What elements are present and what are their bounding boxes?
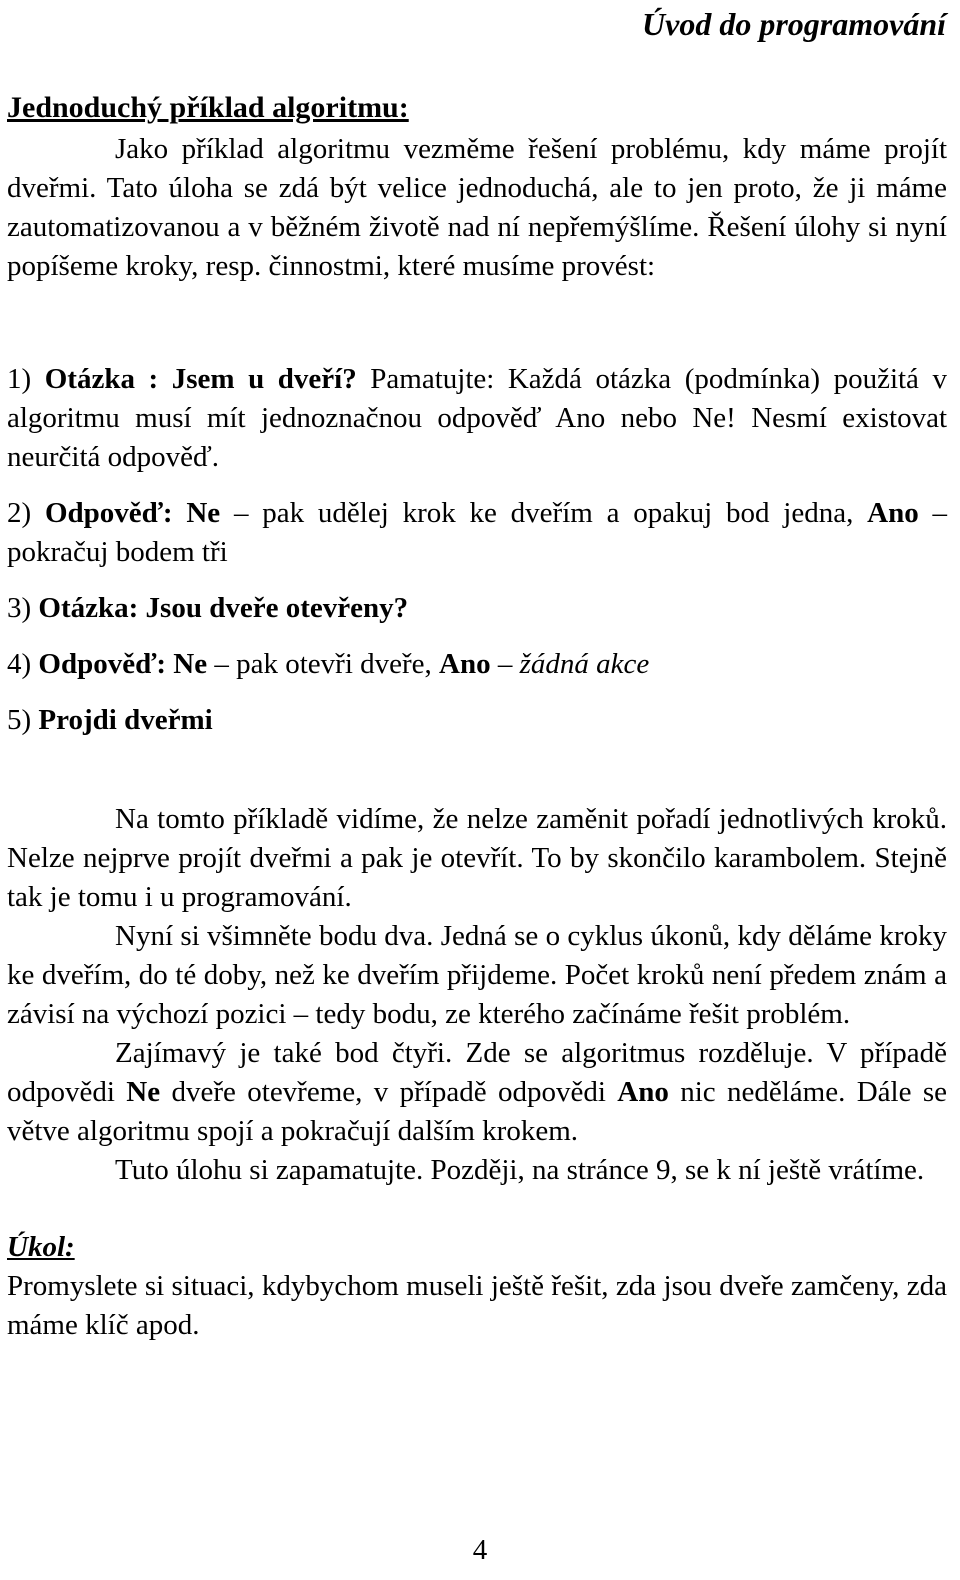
step-text: – [490,648,520,680]
step-text: – pak otevři dveře, [207,648,440,680]
step-action: Projdi dveřmi [38,704,213,736]
answer-no: Ne [126,1076,161,1108]
section-heading: Jednoduchý příklad algoritmu: [7,91,409,124]
step-number: 4) [7,648,32,680]
paragraph-order: Na tomto příkladě vidíme, že nelze zaměnit pořadí jednotlivých kroků. Nelze nejprve projít dveřmi a pak je otevřít. To by skončilo karambolem. Stejně tak je tomu i u programování. [7,803,947,913]
paragraph-branch [7,1034,947,1151]
step-number: 5) [7,704,32,736]
step-question: Otázka: Jsou dveře otevřeny? [38,592,409,624]
step-no-action: žádná akce [519,648,650,680]
text-run: dveře otevřeme, v případě odpovědi [160,1076,618,1108]
intro-paragraph: Jako příklad algoritmu vezměme řešení problému, kdy máme projít dveřmi. Tato úloha se zdá být velice jednoduchá, ale to jen proto, že ji máme zautomatizovanou a v běžném životě nad ní nepřemýšlíme. Řešení úlohy si nyní popíšeme kroky, resp. činnostmi, které musíme provést: [7,133,947,282]
step-text: – pak udělej krok ke dveřím a opakuj bod jedna, [220,497,868,529]
spacer [7,286,947,360]
step-5 [7,701,947,740]
spacer [7,1190,947,1228]
step-answer-yes: Ano [867,497,919,529]
running-header: Úvod do programování [642,6,946,42]
text-run: Zajímavý je také bod čtyři. Zde se algoritmus rozděluje. V případě odpovědi [7,1037,947,1108]
step-2 [7,494,947,572]
answer-yes: Ano [617,1076,669,1108]
step-4 [7,645,947,684]
task-text: Promyslete si situaci, kdybychom museli ještě řešit, zda jsou dveře zamčeny, zda máme klíč apod. [7,1270,947,1341]
step-answer-yes: Ano [439,648,491,680]
step-number: 3) [7,592,32,624]
step-1 [7,360,947,477]
step-answer-no: Odpověď: Ne [38,648,208,680]
paragraph-cycle: Nyní si všimněte bodu dva. Jedná se o cyklus úkonů, kdy děláme kroky ke dveřím, do té doby, než ke dveřím přijdeme. Počet kroků není předem znám a závisí na výchozí pozici – tedy bodu, ze kterého začínáme řešit problém. [7,920,947,1030]
page-number: 4 [472,1534,488,1566]
step-text: – pokračuj bodem tři [7,497,947,568]
page-content [7,88,947,1345]
step-answer-no: Odpověď: Ne [44,497,221,529]
step-number: 1) [7,363,32,395]
step-3 [7,589,947,628]
step-question: Otázka : Jsem u dveří? [44,363,357,395]
step-text: Pamatujte: Každá otázka (podmínka) použitá v algoritmu musí mít jednoznačnou odpověď Ano nebo Ne! Nesmí existovat neurčitá odpověď. [7,363,947,473]
text-run: nic neděláme. Dále se větve algoritmu spojí a pokračují dalším krokem. [7,1076,947,1147]
task-heading: Úkol: [7,1231,75,1263]
step-number: 2) [7,497,32,529]
spacer [7,740,947,800]
paragraph-remember: Tuto úlohu si zapamatujte. Později, na stránce 9, se k ní ještě vrátíme. [115,1154,925,1186]
